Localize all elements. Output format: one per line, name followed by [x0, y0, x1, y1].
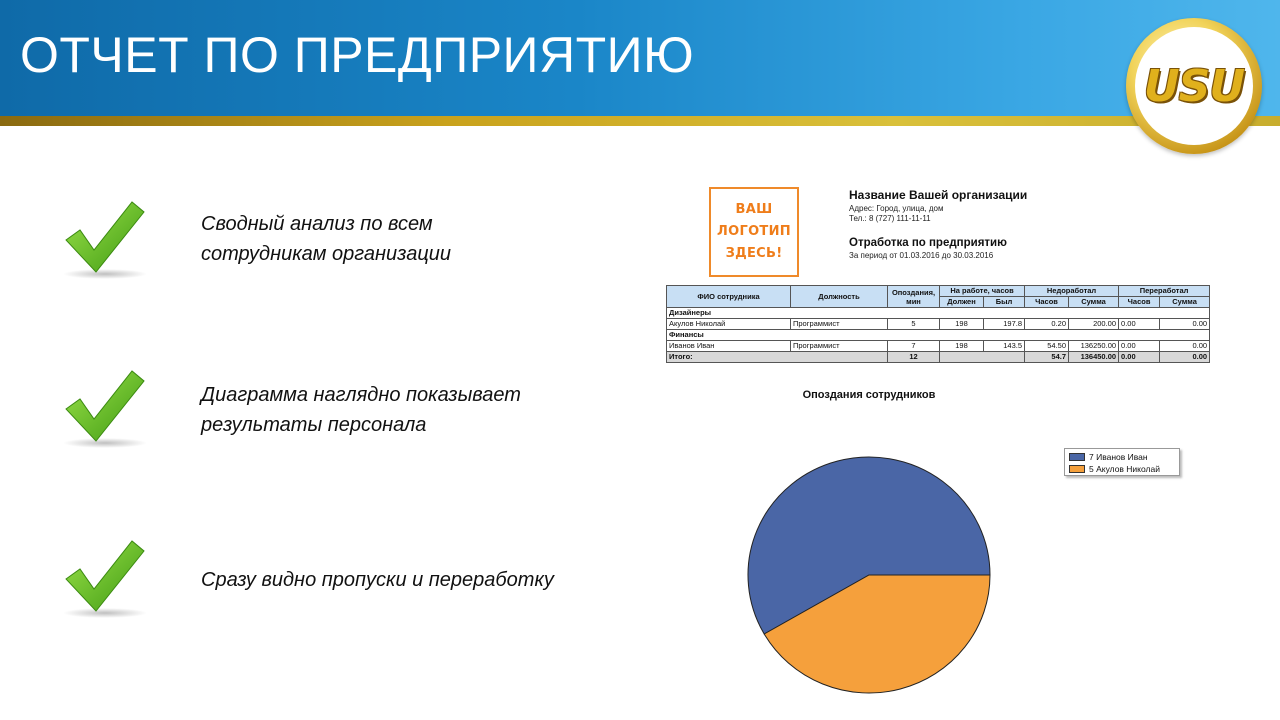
header-bar — [0, 0, 1280, 116]
feature-overtime-text: Сразу видно пропуски и переработку — [201, 569, 554, 591]
col-header-position: Должность — [791, 286, 888, 308]
checkmark-icon — [60, 367, 150, 451]
col-header-at-work: На работе, часов — [940, 286, 1025, 297]
table-row: Иванов Иван Программист 7 198 143.5 54.50 136250.00 0.00 0.00 — [667, 341, 1210, 352]
header-stripe — [0, 116, 1280, 126]
legend-label: 7 Иванов Иван — [1089, 452, 1148, 462]
legend-entry — [1069, 451, 1175, 463]
report-period: За период от 01.03.2016 до 30.03.2016 — [849, 251, 994, 260]
group-row: Финансы — [667, 330, 1210, 341]
col-header-was: Был — [984, 297, 1025, 308]
col-header-under: Недоработал — [1025, 286, 1119, 297]
org-phone: Тел.: 8 (727) 111-11-11 — [849, 214, 931, 223]
col-header-late: Опоздания, мин — [888, 286, 940, 308]
col-header-name: ФИО сотрудника — [667, 286, 791, 308]
feature-diagram-text: Диаграмма наглядно показывает результаты персонала — [201, 384, 521, 436]
report-title: Отработка по предприятию — [849, 237, 1007, 249]
col-header-under-hours: Часов — [1025, 297, 1069, 308]
report-preview — [666, 180, 1210, 710]
legend-label: 5 Акулов Николай — [1089, 464, 1160, 474]
col-header-under-sum: Сумма — [1069, 297, 1119, 308]
org-address: Адрес: Город, улица, дом — [849, 204, 944, 213]
chart-title: Опоздания сотрудников — [802, 389, 936, 401]
report-logo-placeholder: ВАШ ЛОГОТИП ЗДЕСЬ! — [709, 187, 799, 277]
table-row: Акулов Николай Программист 5 198 197.8 0.20 200.00 0.00 0.00 — [667, 319, 1210, 330]
page-title: ОТЧЕТ ПО ПРЕДПРИЯТИЮ — [20, 27, 695, 83]
feature-summary-text: Сводный анализ по всем сотрудникам организации — [201, 213, 452, 265]
org-name: Название Вашей организации — [849, 188, 1028, 202]
col-header-should: Должен — [940, 297, 984, 308]
usu-logo — [1126, 18, 1262, 154]
checkmark-icon — [60, 198, 150, 282]
usu-logo-text: USU — [1143, 61, 1245, 112]
legend-entry — [1069, 463, 1175, 475]
report-table — [666, 285, 1210, 363]
col-header-over: Переработал — [1119, 286, 1210, 297]
chart-legend — [1064, 448, 1180, 476]
legend-swatch — [1069, 465, 1085, 473]
col-header-over-sum: Сумма — [1160, 297, 1210, 308]
col-header-over-hours: Часов — [1119, 297, 1160, 308]
pie-chart — [744, 450, 994, 700]
total-row: Итого: 12 54.7 136450.00 0.00 0.00 — [667, 352, 1210, 363]
checkmark-icon — [60, 537, 150, 621]
legend-swatch — [1069, 453, 1085, 461]
group-row: Дизайнеры — [667, 308, 1210, 319]
